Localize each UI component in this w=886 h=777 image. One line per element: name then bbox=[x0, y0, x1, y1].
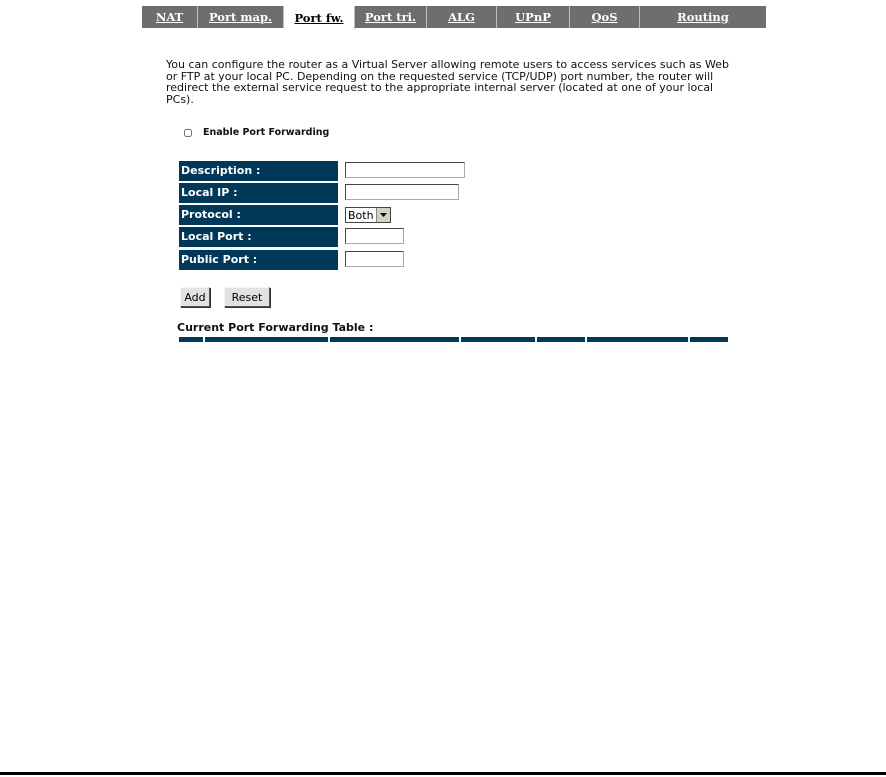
protocol-selected-value: Both bbox=[348, 208, 374, 222]
tab-upnp[interactable]: UPnP bbox=[497, 6, 570, 28]
table-header-cell bbox=[205, 337, 328, 342]
public-port-input[interactable] bbox=[345, 251, 404, 267]
description-input[interactable] bbox=[345, 162, 465, 178]
page-bottom-rule bbox=[0, 772, 886, 775]
chevron-down-icon[interactable] bbox=[376, 208, 390, 222]
tab-routing[interactable]: Routing bbox=[677, 10, 729, 24]
enable-port-forwarding-row bbox=[184, 127, 329, 138]
description-label: Description : bbox=[179, 161, 338, 181]
tab-port-tri[interactable]: Port tri. bbox=[355, 6, 427, 28]
port-forwarding-table-title: Current Port Forwarding Table : bbox=[177, 321, 374, 334]
tab-qos[interactable]: QoS bbox=[570, 6, 640, 28]
port-forwarding-table-header bbox=[179, 337, 730, 342]
router-config-frame bbox=[142, 0, 787, 342]
protocol-label: Protocol : bbox=[179, 205, 338, 225]
enable-port-forwarding-checkbox[interactable] bbox=[184, 129, 192, 137]
tab-alg[interactable]: ALG bbox=[427, 6, 497, 28]
tab-nat[interactable]: NAT bbox=[142, 6, 198, 28]
local-port-label: Local Port : bbox=[179, 227, 338, 247]
enable-port-forwarding-label: Enable Port Forwarding bbox=[203, 127, 330, 138]
local-ip-label: Local IP : bbox=[179, 183, 338, 203]
intro-paragraph: You can configure the router as a Virtual Server allowing remote users to access services such as Web or FTP at your local PC. Depending on the requested service (TCP/UDP) port number, the router will redirect the external service request to the appropriate internal server (located at one of your local PCs). bbox=[166, 58, 730, 106]
tab-port-fw[interactable]: Port fw. bbox=[284, 6, 355, 29]
table-header-cell bbox=[461, 337, 535, 342]
add-button[interactable]: Add bbox=[180, 287, 210, 307]
table-header-cell bbox=[587, 337, 688, 342]
protocol-select[interactable] bbox=[345, 207, 391, 223]
table-header-cell bbox=[179, 337, 203, 342]
reset-button[interactable]: Reset bbox=[224, 287, 270, 307]
table-header-cell bbox=[537, 337, 585, 342]
local-ip-input[interactable] bbox=[345, 184, 459, 200]
table-header-cell bbox=[690, 337, 728, 342]
local-port-input[interactable] bbox=[345, 228, 404, 244]
table-header-cell bbox=[330, 337, 459, 342]
tab-port-map[interactable]: Port map. bbox=[198, 6, 284, 28]
public-port-label: Public Port : bbox=[179, 250, 338, 270]
tab-bar bbox=[142, 6, 766, 28]
